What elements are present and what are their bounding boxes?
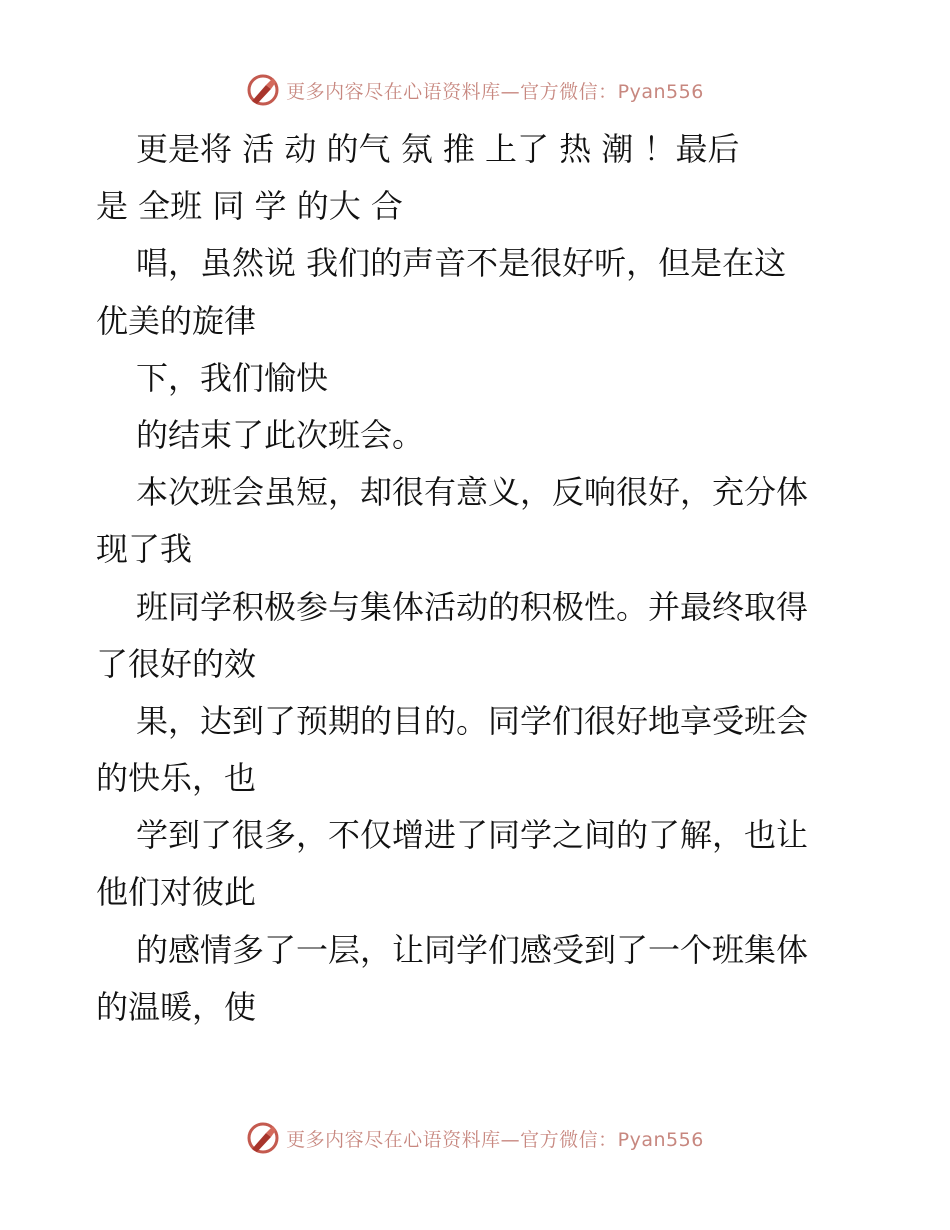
footer-banner	[0, 1118, 950, 1158]
text-line: 更是将 活 动 的气 氛 推 上了 热 潮 ！最后	[136, 130, 740, 168]
document-body	[96, 121, 866, 1036]
text-line: 了很好的效	[96, 644, 257, 683]
text-line: 唱，虽然说 我们的声音不是很好听，但是在这	[136, 244, 787, 283]
text-line: 果，达到了预期的目的。同学们很好地享受班会	[136, 701, 809, 740]
text-line: 他们对彼此	[96, 873, 257, 912]
text-line: 班同学积极参与集体活动的积极性。并最终取得	[136, 587, 809, 626]
text-line: 的结束了此次班会。	[136, 415, 425, 454]
text-line: 下，我们愉快	[136, 358, 329, 397]
header-banner	[0, 70, 950, 110]
text-line: 是 全班 同 学 的大 合	[96, 187, 403, 226]
pen-logo-icon	[246, 1121, 280, 1155]
text-line: 的温暖，使	[96, 987, 257, 1026]
text-line: 学到了很多，不仅增进了同学之间的了解，也让	[136, 816, 809, 855]
header-banner-text: 更多内容尽在心语资料库—官方微信：Pyan556	[286, 80, 704, 103]
footer-banner-text: 更多内容尽在心语资料库—官方微信：Pyan556	[286, 1128, 704, 1151]
text-line: 本次班会虽短，却很有意义，反响很好，充分体	[136, 473, 809, 512]
text-line: 的感情多了一层，让同学们感受到了一个班集体	[136, 930, 809, 969]
text-line: 优美的旋律	[96, 301, 257, 340]
pen-logo-icon	[246, 73, 280, 107]
text-line: 的快乐，也	[96, 759, 257, 798]
text-line: 现了我	[96, 530, 193, 569]
